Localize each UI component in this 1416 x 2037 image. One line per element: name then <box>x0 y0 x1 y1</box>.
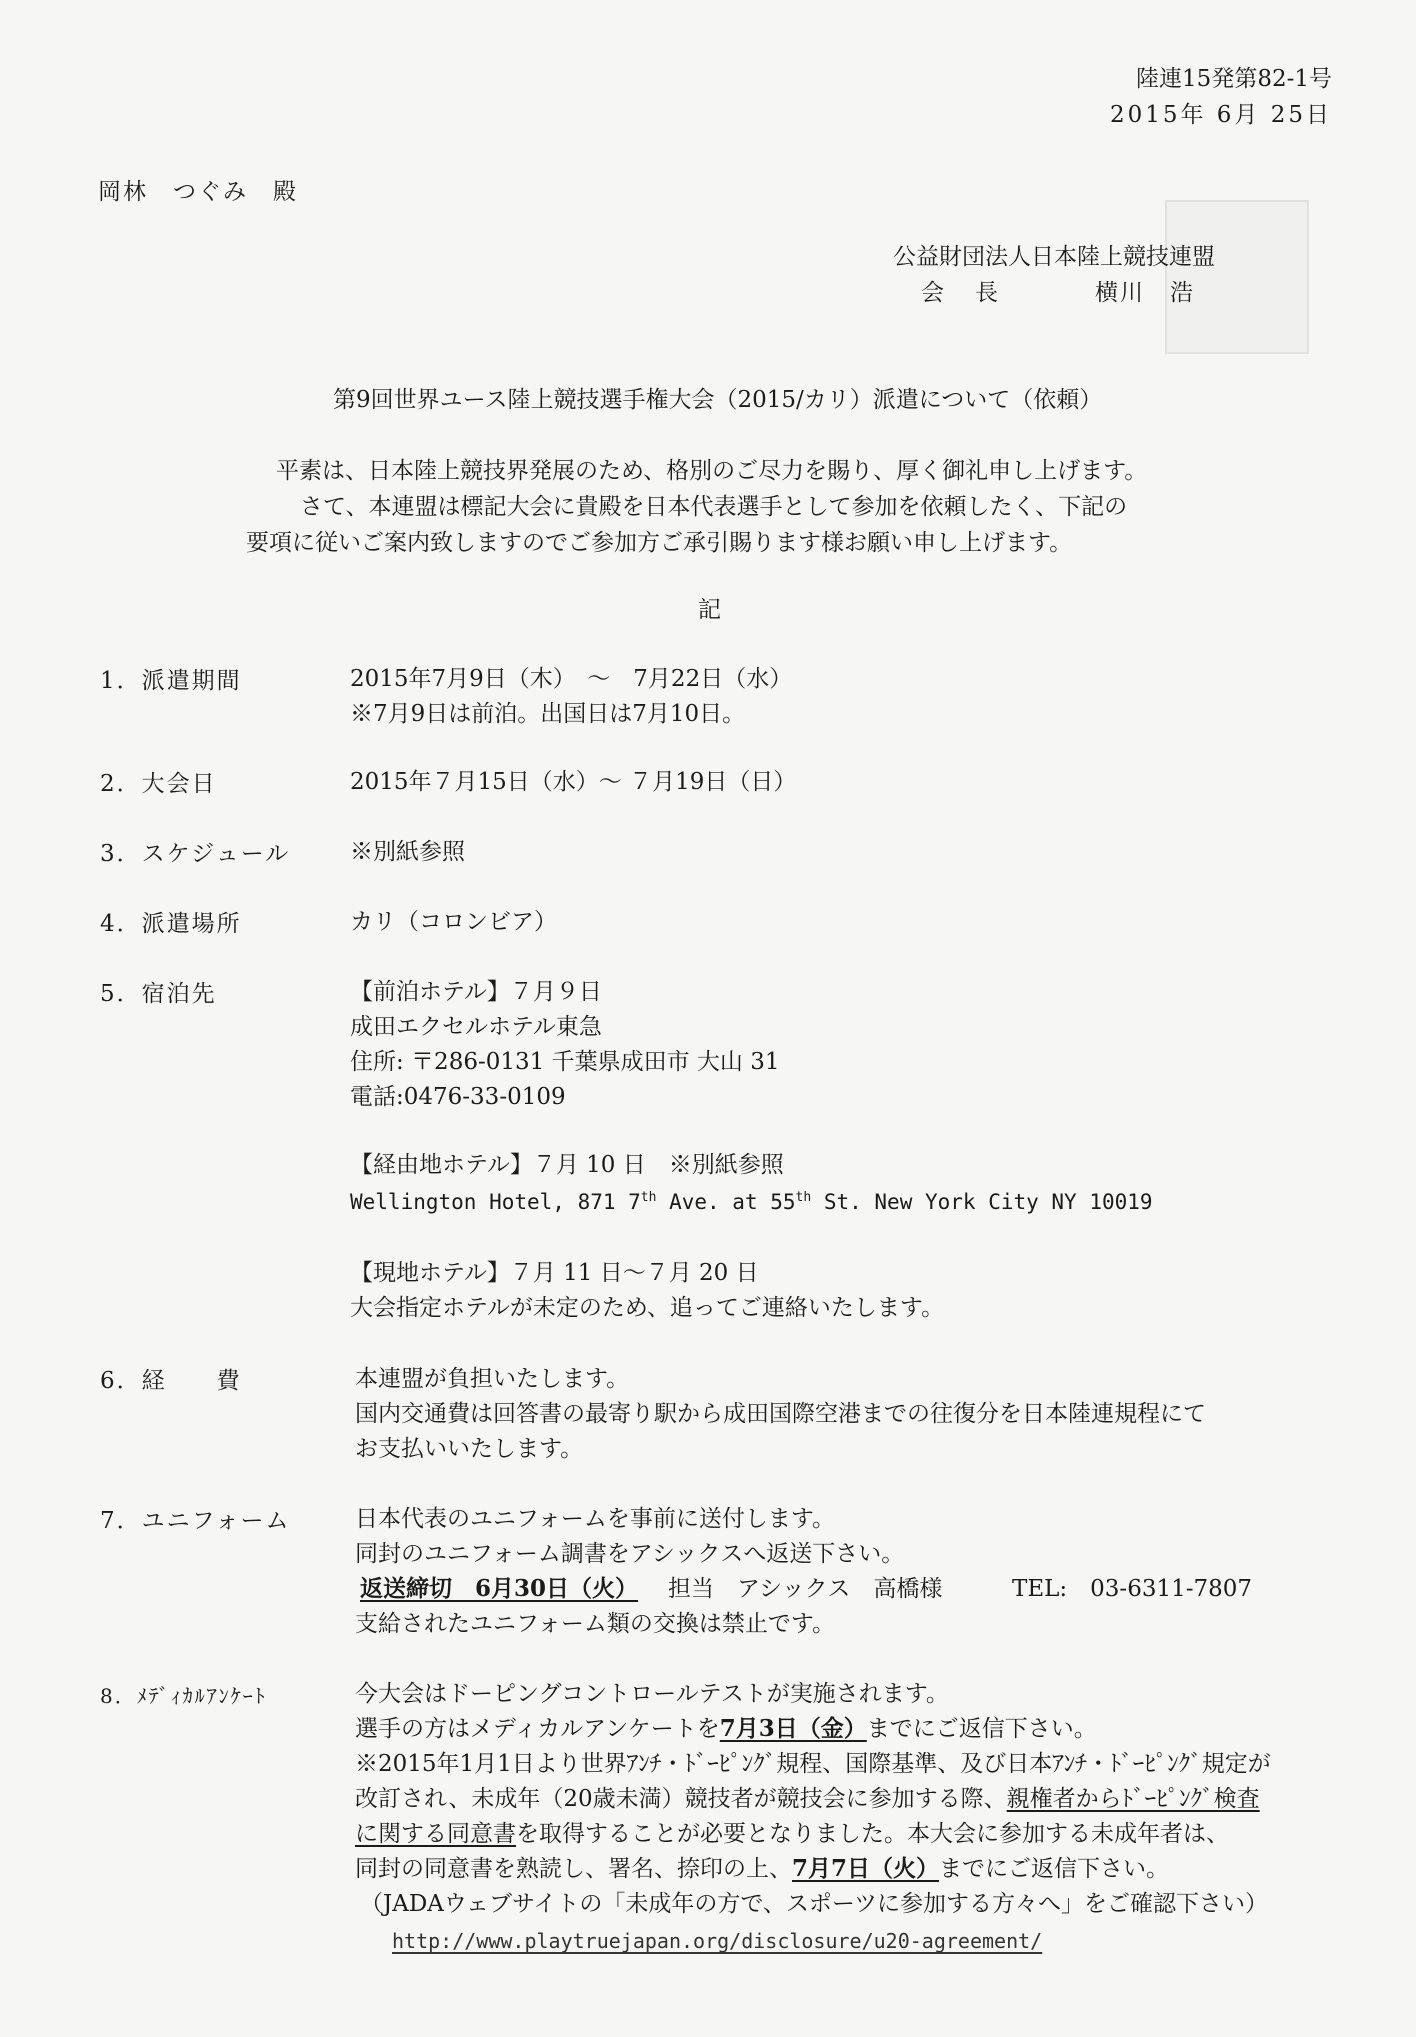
medical-line-6: 同封の同意書を熟読し、署名、捺印の上、7月7日（火）までにご返信下さい。 <box>355 1855 1170 1882</box>
local-hotel-heading: 【現地ホテル】７月 11 日～７月 20 日 <box>350 1260 759 1286</box>
sender-name: 横川 浩 <box>1095 280 1195 306</box>
medical-line-1: 今大会はドーピングコントロールテストが実施されます。 <box>355 1681 949 1707</box>
uniform-line-1: 日本代表のユニフォームを事前に送付します。 <box>355 1506 836 1532</box>
item-label-schedule: 3．スケジュール <box>100 841 291 867</box>
intro-line-1: 平素は、日本陸上競技界発展のため、格別のご尽力を賜り、厚く御礼申し上げます。 <box>276 458 1148 484</box>
schedule-note: ※別紙参照 <box>350 839 465 865</box>
competition-dates: 2015年７月15日（水）～ ７月19日（日） <box>350 769 797 795</box>
pre-hotel-heading: 【前泊ホテル】７月９日 <box>350 979 602 1005</box>
expenses-line-2: 国内交通費は回答書の最寄り駅から成田国際空港までの往復分を日本陸連規程にて <box>355 1401 1206 1427</box>
uniform-line-2: 同封のユニフォーム調書をアシックスへ返送下さい。 <box>355 1541 905 1567</box>
intro-line-3: 要項に従いご案内致しますのでご参加方ご承引賜ります様お願い申し上げます。 <box>246 530 1073 556</box>
item-label-location: 4．派遣場所 <box>100 911 242 937</box>
transit-hotel-address: Wellington Hotel, 871 7th Ave. at 55th St. New York City NY 10019 <box>350 1190 1153 1214</box>
pre-hotel-phone: 電話:0476-33-0109 <box>350 1084 566 1110</box>
jada-url-link[interactable]: http://www.playtruejapan.org/disclosure/u20-agreement/ <box>392 1929 1043 1953</box>
medical-line-3: ※2015年1月1日より世界ｱﾝﾁ・ﾄﾞｰﾋﾟﾝｸﾞ規程、国際基準、及び日本ｱﾝﾁ・ﾄﾞｰﾋﾟﾝｸﾞ規定が <box>355 1751 1271 1777</box>
sender-title: 会 長 <box>921 280 1002 306</box>
item-label-uniform: 7．ユニフォーム <box>100 1508 291 1534</box>
medical-line-2: 選手の方はメディカルアンケートを7月3日（金）までにご返信下さい。 <box>355 1715 1097 1742</box>
item-label-lodging: 5．宿泊先 <box>100 981 217 1007</box>
dispatch-period-dates: 2015年7月9日（木） ～ 7月22日（水） <box>350 666 793 692</box>
guardian-consent-phrase: 親権者からﾄﾞｰﾋﾟﾝｸﾞ検査 <box>1006 1786 1260 1812</box>
document-number: 陸連15発第82-1号 <box>1136 66 1332 92</box>
intro-line-2: さて、本連盟は標記大会に貴殿を日本代表選手として参加を依頼したく、下記の <box>300 494 1128 520</box>
item-label-medical: 8．ﾒﾃﾞｨｶﾙｱﾝｹｰﾄ <box>100 1684 267 1708</box>
expenses-line-1: 本連盟が負担いたします。 <box>355 1366 630 1392</box>
pre-hotel-address: 住所: 〒286-0131 千葉県成田市 大山 31 <box>350 1049 780 1075</box>
item-label-expenses: 6．経 費 <box>100 1368 242 1394</box>
recipient-name: 岡林 つぐみ 殿 <box>98 179 298 205</box>
medical-line-4: 改訂され、未成年（20歳未満）競技者が競技会に参加する際、親権者からﾄﾞｰﾋﾟﾝｸﾞ検査 <box>355 1786 1260 1812</box>
item-label-competition-dates: 2．大会日 <box>100 771 217 797</box>
consent-form-phrase: に関する同意書 <box>355 1821 516 1847</box>
uniform-contact: 担当 アシックス 高橋様 <box>668 1576 943 1602</box>
uniform-line-4: 支給されたユニフォーム類の交換は禁止です。 <box>355 1611 836 1637</box>
uniform-return-deadline: 返送締切 6月30日（火） <box>360 1575 639 1602</box>
uniform-tel: TEL: 03-6311-7807 <box>1012 1576 1253 1602</box>
consent-deadline: 7月7日（火） <box>792 1855 940 1882</box>
dispatch-period-note: ※7月9日は前泊。出国日は7月10日。 <box>350 701 746 727</box>
item-label-dispatch-period: 1．派遣期間 <box>100 668 242 694</box>
sender-organization: 公益財団法人日本陸上競技連盟 <box>893 244 1215 270</box>
pre-hotel-name: 成田エクセルホテル東急 <box>350 1014 602 1040</box>
medical-line-7: （JADAウェブサイトの「未成年の方で、スポーツに参加する方々へ」をご確認下さい） <box>360 1891 1268 1917</box>
ki-marker: 記 <box>698 597 721 623</box>
expenses-line-3: お支払いいたします。 <box>355 1436 584 1462</box>
medical-line-5: に関する同意書を取得することが必要となりました。本大会に参加する未成年者は、 <box>355 1821 1229 1847</box>
document-date: 2015年 6月 25日 <box>1109 102 1332 128</box>
transit-hotel-heading: 【経由地ホテル】７月 10 日 ※別紙参照 <box>350 1152 784 1178</box>
medical-deadline: 7月3日（金） <box>719 1715 867 1742</box>
subject-heading: 第9回世界ユース陸上競技選手権大会（2015/カリ）派遣について（依頼） <box>333 387 1103 413</box>
location-value: カリ（コロンビア） <box>350 909 557 935</box>
local-hotel-note: 大会指定ホテルが未定のため、追ってご連絡いたします。 <box>350 1295 945 1321</box>
